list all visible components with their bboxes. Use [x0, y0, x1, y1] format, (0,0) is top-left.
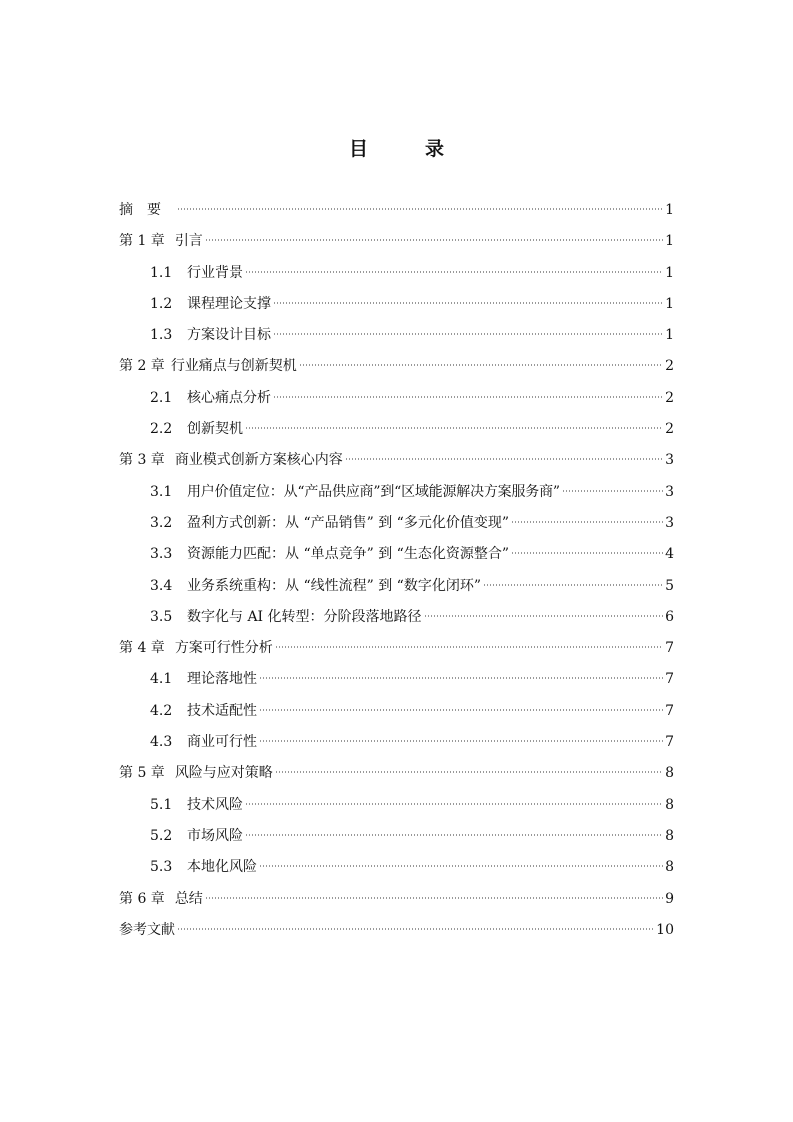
toc-entry-section-5-2[interactable] — [119, 821, 674, 852]
toc-entry-section-3-2[interactable] — [119, 508, 674, 539]
toc-entry-label: 课程理论支撑 — [187, 295, 271, 312]
dot-leader — [177, 928, 654, 930]
toc-entry-number: 4.1 — [150, 671, 173, 688]
toc-entry-chapter-1[interactable] — [119, 226, 674, 257]
toc-entry-page: 3 — [665, 452, 674, 469]
toc-entry-label: 理论落地性 — [187, 671, 257, 688]
toc-entry-label: 核心痛点分析 — [187, 389, 271, 406]
toc-entry-section-4-1[interactable] — [119, 664, 674, 695]
toc-entry-number: 3.3 — [150, 546, 173, 563]
table-of-contents — [119, 195, 674, 946]
toc-entry-label: 参考文献 — [119, 921, 175, 938]
toc-entry-page: 5 — [665, 577, 674, 594]
toc-entry-number: 4.3 — [150, 734, 173, 751]
toc-entry-label: 行业痛点与创新契机 — [170, 358, 297, 375]
toc-entry-page: 7 — [665, 640, 674, 657]
dot-leader — [483, 584, 663, 586]
toc-entry-number: 第 2 章 — [119, 358, 165, 375]
toc-entry-page: 2 — [665, 421, 674, 438]
toc-entry-number: 5.3 — [150, 859, 173, 876]
toc-entry-label: 盈利方式创新：从 “产品销售” 到 “多元化价值变现” — [187, 514, 509, 531]
toc-entry-chapter-2[interactable] — [119, 351, 674, 382]
toc-entry-section-3-4[interactable] — [119, 571, 674, 602]
toc-entry-number: 2.2 — [150, 421, 173, 438]
toc-entry-section-3-5[interactable] — [119, 602, 674, 633]
toc-entry-page: 7 — [665, 734, 674, 751]
toc-entry-page: 3 — [665, 514, 674, 531]
dot-leader — [511, 552, 663, 554]
toc-entry-page: 1 — [665, 233, 674, 250]
toc-entry-chapter-4[interactable] — [119, 633, 674, 664]
toc-entry-label: 业务系统重构：从 “线性流程” 到 “数字化闭环” — [187, 577, 481, 594]
toc-entry-page: 3 — [665, 483, 674, 500]
toc-entry-chapter-5[interactable] — [119, 758, 674, 789]
toc-entry-number: 5.1 — [150, 796, 173, 813]
dot-leader — [245, 271, 663, 273]
toc-entry-label: 风险与应对策略 — [174, 765, 273, 782]
toc-entry-chapter-3[interactable] — [119, 445, 674, 476]
dot-leader — [177, 208, 663, 210]
toc-entry-page: 8 — [665, 859, 674, 876]
toc-entry-page: 2 — [665, 389, 674, 406]
toc-entry-page: 1 — [665, 327, 674, 344]
toc-entry-label: 数字化与 AI 化转型：分阶段落地路径 — [187, 608, 422, 625]
toc-entry-label: 技术风险 — [187, 796, 243, 813]
toc-title: 目 录 — [348, 138, 463, 160]
toc-entry-label: 创新契机 — [187, 421, 243, 438]
dot-leader — [259, 865, 663, 867]
dot-leader — [259, 677, 663, 679]
toc-entry-number: 4.2 — [150, 702, 173, 719]
toc-entry-page: 1 — [665, 264, 674, 281]
toc-entry-number: 1.2 — [150, 295, 173, 312]
toc-entry-label: 商业可行性 — [187, 734, 257, 751]
toc-entry-number: 第 4 章 — [119, 640, 165, 657]
toc-entry-number: 5.2 — [150, 827, 173, 844]
toc-entry-page: 7 — [665, 702, 674, 719]
toc-entry-page: 8 — [665, 796, 674, 813]
dot-leader — [273, 333, 663, 335]
toc-entry-page: 2 — [665, 358, 674, 375]
dot-leader — [345, 458, 663, 460]
toc-entry-section-3-1[interactable] — [119, 477, 674, 508]
dot-leader — [562, 490, 663, 492]
toc-entry-chapter-6[interactable] — [119, 884, 674, 915]
dot-leader — [299, 364, 663, 366]
toc-entry-section-5-3[interactable] — [119, 852, 674, 883]
dot-leader — [259, 709, 663, 711]
toc-entry-number: 3.5 — [150, 608, 173, 625]
dot-leader — [511, 521, 663, 523]
toc-entry-page: 8 — [665, 765, 674, 782]
toc-entry-section-4-2[interactable] — [119, 696, 674, 727]
toc-entry-label: 技术适配性 — [187, 702, 257, 719]
toc-entry-references[interactable] — [119, 915, 674, 946]
toc-entry-page: 10 — [656, 921, 674, 938]
dot-leader — [205, 897, 663, 899]
toc-entry-number: 1.3 — [150, 327, 173, 344]
toc-entry-label: 本地化风险 — [187, 859, 257, 876]
toc-entry-label: 总结 — [174, 890, 203, 907]
toc-entry-section-3-3[interactable] — [119, 539, 674, 570]
toc-entry-label: 行业背景 — [187, 264, 243, 281]
toc-entry-label: 摘要 — [119, 202, 175, 218]
toc-entry-page: 4 — [665, 546, 674, 563]
toc-entry-number: 第 5 章 — [119, 765, 165, 782]
toc-entry-page: 7 — [665, 671, 674, 688]
toc-entry-label: 市场风险 — [187, 827, 243, 844]
toc-entry-section-2-2[interactable] — [119, 414, 674, 445]
dot-leader — [275, 646, 663, 648]
dot-leader — [245, 427, 663, 429]
toc-entry-page: 1 — [665, 202, 674, 218]
toc-entry-number: 3.1 — [150, 483, 173, 500]
toc-entry-label: 资源能力匹配：从 “单点竞争” 到 “生态化资源整合” — [187, 546, 509, 563]
toc-entry-label: 方案设计目标 — [187, 327, 271, 344]
dot-leader — [245, 834, 663, 836]
toc-entry-label: 引言 — [174, 233, 203, 250]
toc-entry-section-1-3[interactable] — [119, 320, 674, 351]
toc-entry-number: 1.1 — [150, 264, 173, 281]
toc-entry-label: 方案可行性分析 — [174, 640, 273, 657]
toc-entry-number: 第 6 章 — [119, 890, 165, 907]
dot-leader — [424, 615, 664, 617]
toc-entry-number: 3.4 — [150, 577, 173, 594]
toc-entry-number: 第 3 章 — [119, 452, 165, 469]
toc-entry-number: 3.2 — [150, 514, 173, 531]
toc-entry-section-2-1[interactable] — [119, 383, 674, 414]
toc-entry-label: 商业模式创新方案核心内容 — [174, 452, 343, 469]
dot-leader — [205, 239, 663, 241]
toc-entry-page: 6 — [665, 608, 674, 625]
dot-leader — [245, 803, 663, 805]
toc-entry-number: 第 1 章 — [119, 233, 165, 250]
toc-entry-abstract[interactable] — [119, 195, 674, 226]
dot-leader — [273, 396, 663, 398]
toc-entry-label: 用户价值定位：从“产品供应商”到“区域能源解决方案服务商” — [187, 483, 560, 500]
dot-leader — [273, 302, 663, 304]
dot-leader — [275, 771, 663, 773]
toc-entry-section-1-1[interactable] — [119, 258, 674, 289]
toc-entry-page: 9 — [665, 890, 674, 907]
toc-entry-page: 1 — [665, 295, 674, 312]
toc-entry-section-1-2[interactable] — [119, 289, 674, 320]
dot-leader — [259, 740, 663, 742]
toc-entry-number: 2.1 — [150, 389, 173, 406]
toc-entry-page: 8 — [665, 827, 674, 844]
toc-entry-section-4-3[interactable] — [119, 727, 674, 758]
toc-entry-section-5-1[interactable] — [119, 790, 674, 821]
